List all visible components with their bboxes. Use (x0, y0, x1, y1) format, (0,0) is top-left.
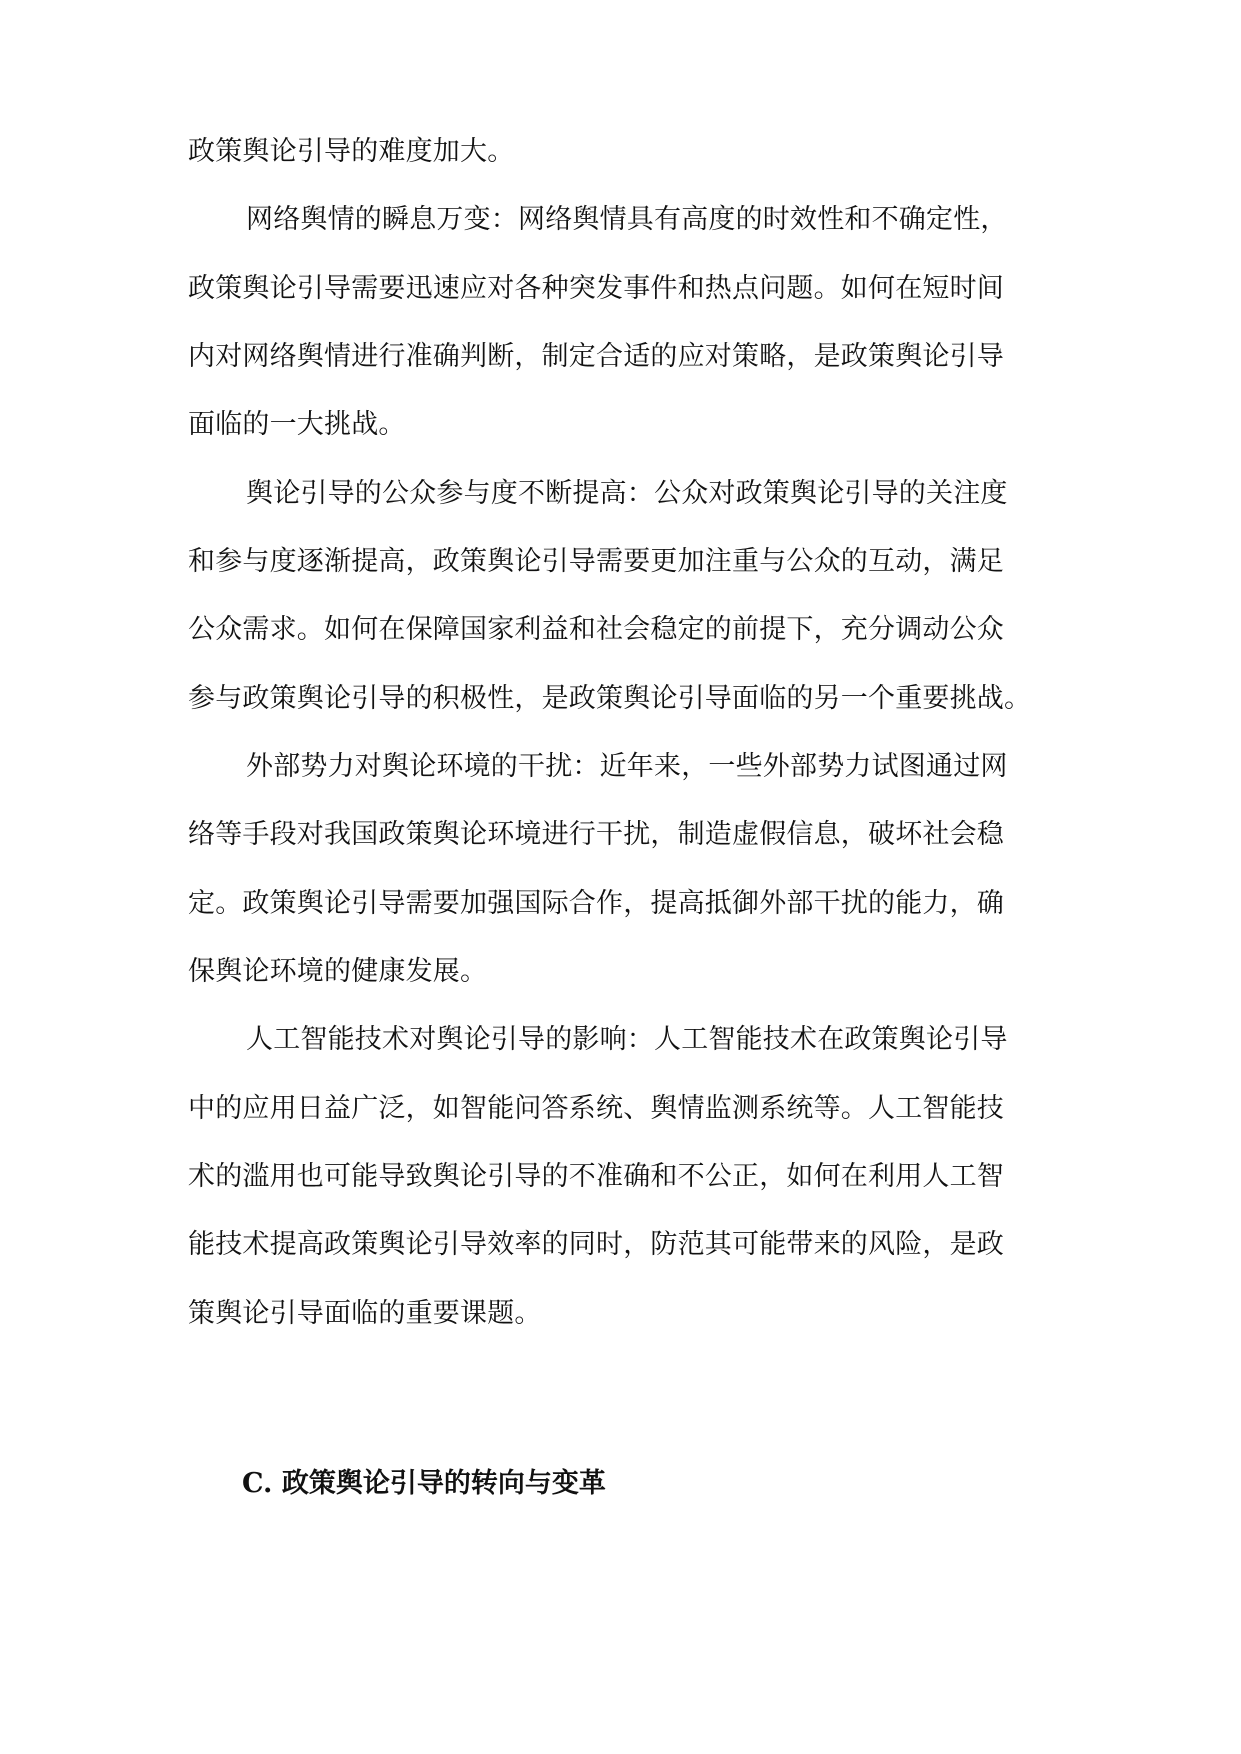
paragraph-line: 术的滥用也可能导致舆论引导的不准确和不公正，如何在利用人工智 (188, 1161, 1004, 1192)
paragraph-line: 政策舆论引导需要迅速应对各种突发事件和热点问题。如何在短时间 (188, 273, 1004, 304)
paragraph-line: 参与政策舆论引导的积极性，是政策舆论引导面临的另一个重要挑战。 (188, 683, 1032, 714)
paragraph-line: 中的应用日益广泛，如智能问答系统、舆情监测系统等。人工智能技 (188, 1093, 1004, 1124)
paragraph-line: 定。政策舆论引导需要加强国际合作，提高抵御外部干扰的能力，确 (188, 888, 1004, 919)
paragraph-line: 公众需求。如何在保障国家利益和社会稳定的前提下，充分调动公众 (188, 614, 1004, 645)
section-heading: C. 政策舆论引导的转向与变革 (242, 1468, 606, 1499)
paragraph-line: 内对网络舆情进行准确判断，制定合适的应对策略，是政策舆论引导 (188, 341, 1004, 372)
paragraph-line: 网络舆情的瞬息万变：网络舆情具有高度的时效性和不确定性， (246, 204, 1008, 235)
paragraph-line: 外部势力对舆论环境的干扰：近年来，一些外部势力试图通过网 (246, 751, 1008, 782)
paragraph-line: 人工智能技术对舆论引导的影响：人工智能技术在政策舆论引导 (246, 1024, 1008, 1055)
paragraph-line: 保舆论环境的健康发展。 (188, 956, 488, 987)
paragraph-line: 面临的一大挑战。 (188, 409, 406, 440)
paragraph-line: 和参与度逐渐提高，政策舆论引导需要更加注重与公众的互动，满足 (188, 546, 1004, 577)
paragraph-line: 策舆论引导面临的重要课题。 (188, 1298, 542, 1329)
paragraph-line: 舆论引导的公众参与度不断提高：公众对政策舆论引导的关注度 (246, 478, 1008, 509)
paragraph-line: 能技术提高政策舆论引导效率的同时，防范其可能带来的风险，是政 (188, 1229, 1004, 1260)
paragraph-line: 政策舆论引导的难度加大。 (188, 136, 515, 167)
paragraph-line: 络等手段对我国政策舆论环境进行干扰，制造虚假信息，破坏社会稳 (188, 819, 1004, 850)
